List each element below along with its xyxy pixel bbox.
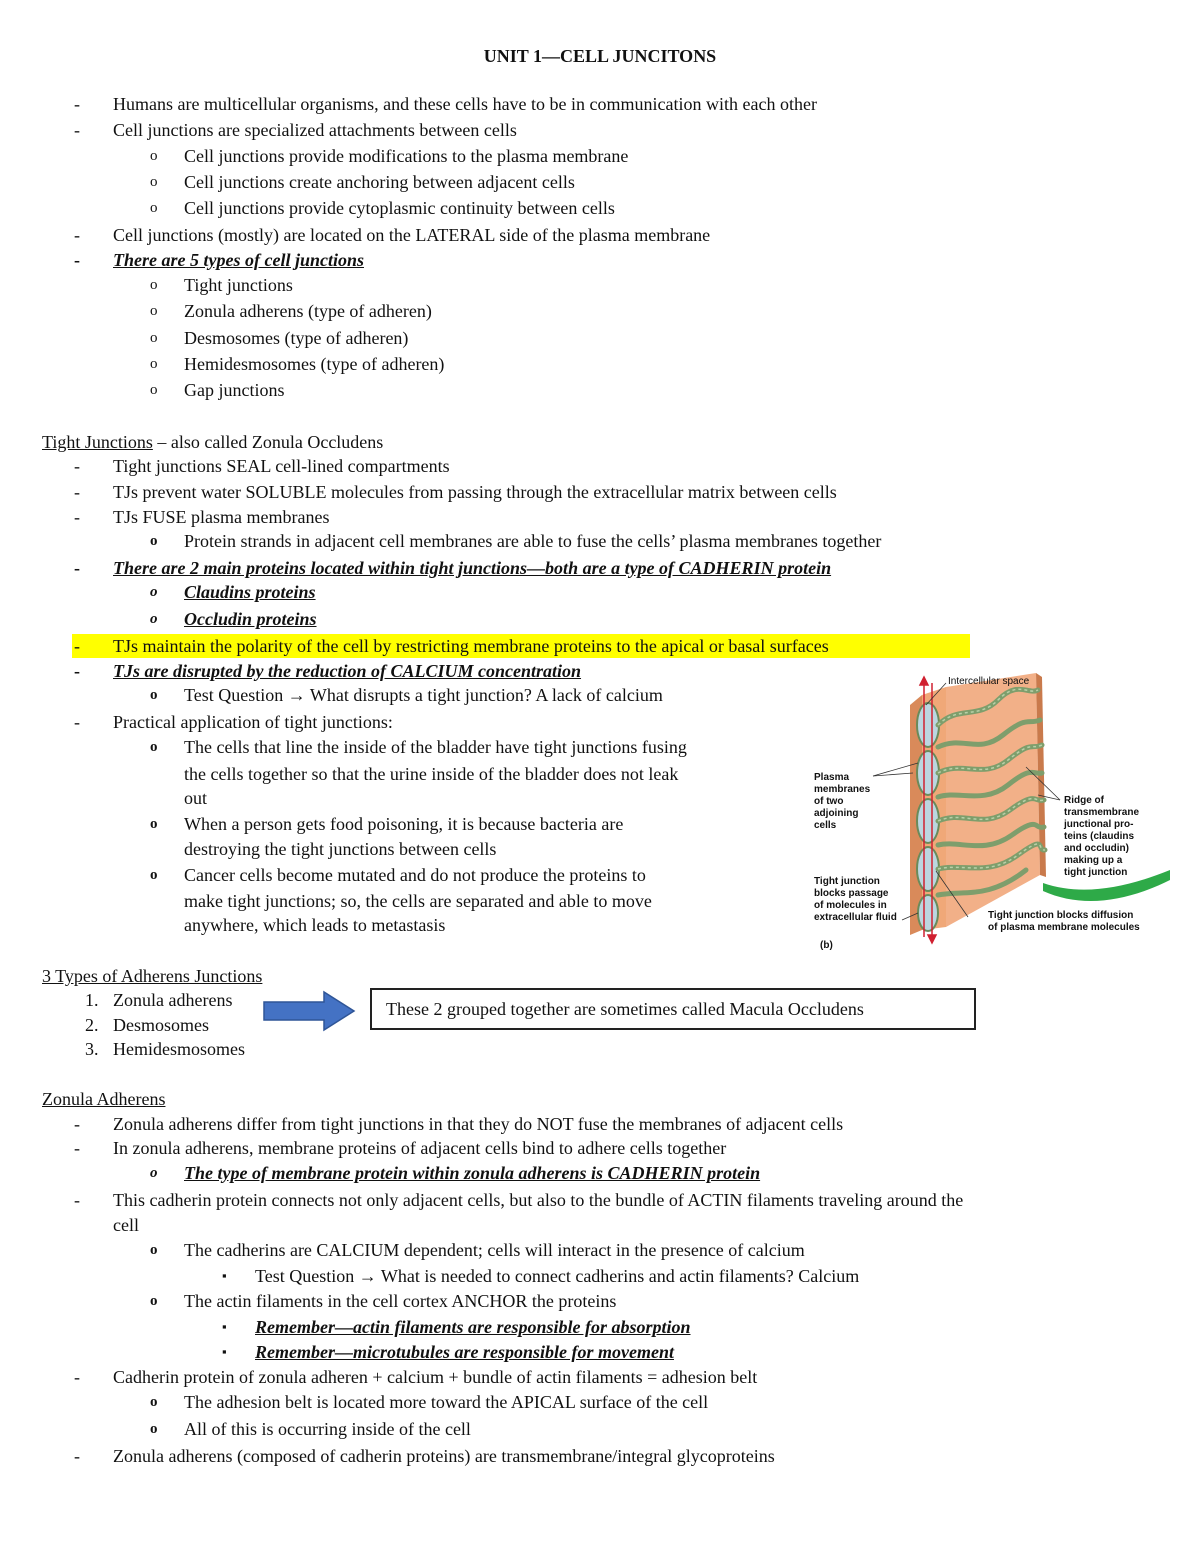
tight-heading: Tight Junctions [42,432,153,452]
page-title: UNIT 1—CELL JUNCITONS [483,46,717,66]
circle-marker: o [150,739,158,755]
svg-text:Tight junction blocks diffusio: Tight junction blocks diffusion [988,910,1134,921]
app-cancer-3: anywhere, which leads to metastasis [184,915,446,935]
dash-marker: - [74,120,80,140]
svg-text:and occludin): and occludin) [1064,843,1129,854]
svg-text:adjoining: adjoining [814,808,859,819]
dash-marker: - [74,661,80,681]
zonula-anchor: The actin filaments in the cell cortex ANCHOR the proteins [184,1291,617,1311]
list-number-2: 2. [85,1015,99,1035]
circle-marker: o [150,1293,158,1309]
dash-marker: - [74,250,80,270]
zonula-apical: The adhesion belt is located more toward the APICAL surface of the cell [184,1392,709,1412]
circle-marker: o [150,1394,158,1410]
dash-marker: - [74,1446,80,1466]
svg-text:of two: of two [814,796,844,807]
square-marker: ▪ [222,1268,227,1283]
circle-marker: o [150,687,158,703]
tight-bullet-2: TJs prevent water SOLUBLE molecules from passing through the extracellular matrix between cells [113,482,837,502]
intro-bullet-1: Humans are multicellular organisms, and these cells have to be in communication with each other [113,94,817,114]
square-marker: ▪ [222,1344,227,1359]
dash-marker: - [74,507,80,527]
circle-marker: o [150,174,158,190]
label-tj-blocks-diffusion [988,910,1140,933]
tight-bullet-6: TJs are disrupted by the reduction of CALCIUM concentration [113,661,582,681]
zonula-cadherin-note: The type of membrane protein within zonula adherens is CADHERIN protein [184,1163,761,1183]
svg-text:membranes: membranes [814,784,871,795]
test-question-text: What is needed to connect cadherins and actin filaments? Calcium [376,1266,860,1286]
intro-bullet-3: Cell junctions (mostly) are located on the LATERAL side of the plasma membrane [113,225,711,245]
svg-text:of molecules in: of molecules in [814,900,887,911]
svg-text:tight junction: tight junction [1064,867,1128,878]
dash-marker: - [74,1367,80,1387]
junction-type-2: Zonula adherens (type of adheren) [184,301,432,321]
list-number-1: 1. [85,990,99,1010]
zonula-bullet-5: Zonula adherens (composed of cadherin proteins) are transmembrane/integral glycoproteins [113,1446,775,1466]
zonula-inside-cell: All of this is occurring inside of the cell [184,1419,471,1439]
svg-text:making up a: making up a [1064,855,1123,866]
zonula-bullet-2: In zonula adherens, membrane proteins of adjacent cells bind to adhere cells together [113,1138,727,1158]
remember-actin: Remember—actin filaments are responsible for absorption [255,1317,691,1337]
junction-type-1: Tight junctions [184,275,293,295]
svg-text:Tight junction: Tight junction [814,876,880,887]
label-ridge [1063,795,1139,878]
dash-marker: - [74,456,80,476]
zonula-bullet-1: Zonula adherens differ from tight junctions in that they do NOT fuse the membranes of adjacent cells [113,1114,844,1134]
arrow-icon: → [358,1266,377,1286]
dash-marker: - [74,558,80,578]
svg-text:of plasma membrane molecules: of plasma membrane molecules [988,922,1140,933]
circle-marker: o [150,200,158,216]
circle-marker: o [150,330,158,346]
circle-marker: o [150,584,158,600]
tight-bullet-1: Tight junctions SEAL cell-lined compartments [113,456,450,476]
tight-sub-fuse: Protein strands in adjacent cell membranes are able to fuse the cells’ plasma membranes together [184,531,882,551]
macula-occludens-note: These 2 grouped together are sometimes called Macula Occludens [370,988,976,1030]
dash-marker: - [74,1190,80,1210]
app-food-1: When a person gets food poisoning, it is because bacteria are [184,814,624,834]
junction-type-4: Hemidesmosomes (type of adheren) [184,354,445,374]
dash-marker: - [74,94,80,114]
list-number-3: 3. [85,1039,99,1059]
circle-marker: o [150,356,158,372]
circle-marker: o [150,1421,158,1437]
adherens-type-3: Hemidesmosomes [113,1039,245,1059]
circle-marker: o [150,533,158,549]
app-cancer-1: Cancer cells become mutated and do not produce the proteins to [184,865,646,885]
test-question-text: What disrupts a tight junction? A lack of calcium [305,685,663,705]
dash-marker: - [74,636,80,656]
dash-marker: - [74,225,80,245]
intro-bullet-2: Cell junctions are specialized attachments between cells [113,120,517,140]
square-marker: ▪ [222,1319,227,1334]
tight-heading-line [42,430,383,454]
app-food-2: destroying the tight junctions between cells [184,839,497,859]
svg-text:extracellular fluid: extracellular fluid [814,912,897,923]
adherens-type-1: Zonula adherens [113,990,233,1010]
protein-occludin: Occludin proteins [184,609,317,629]
intro-bullet-4: There are 5 types of cell junctions [113,250,364,270]
circle-marker: o [150,816,158,832]
circle-marker: o [150,303,158,319]
adherens-type-2: Desmosomes [113,1015,209,1035]
svg-text:Ridge of: Ridge of [1064,795,1104,806]
protein-claudins: Claudins proteins [184,582,316,602]
block-arrow-icon [262,990,358,1032]
circle-marker: o [150,867,158,883]
app-bladder-3: out [184,788,208,808]
intro-sub-3: Cell junctions provide cytoplasmic continuity between cells [184,198,615,218]
junction-type-5: Gap junctions [184,380,285,400]
zonula-test-question [255,1264,859,1288]
tight-junction-figure [798,665,1173,965]
app-cancer-2: make tight junctions; so, the cells are separated and able to move [184,891,652,911]
dash-marker: - [74,482,80,502]
label-panel-b: (b) [820,940,833,951]
zonula-heading: Zonula Adherens [42,1089,166,1109]
adherens-types-heading: 3 Types of Adherens Junctions [42,966,263,986]
circle-marker: o [150,277,158,293]
label-tj-blocks-passage [814,876,897,923]
junction-type-3: Desmosomes (type of adheren) [184,328,409,348]
circle-marker: o [150,382,158,398]
zonula-bullet-3a: This cadherin protein connects not only adjacent cells, but also to the bundle of ACTIN filaments traveling around the [113,1190,964,1210]
dash-marker: - [74,1114,80,1134]
remember-microtubules: Remember—microtubules are responsible for movement [255,1342,674,1362]
circle-marker: o [150,148,158,164]
tight-bullet-5-highlighted: TJs maintain the polarity of the cell by restricting membrane proteins to the apical or basal surfaces [113,636,829,656]
dash-marker: - [74,712,80,732]
intro-sub-2: Cell junctions create anchoring between adjacent cells [184,172,575,192]
svg-text:teins (claudins: teins (claudins [1064,831,1135,842]
arrow-icon: → [287,685,306,705]
tight-bullet-3: TJs FUSE plasma membranes [113,507,330,527]
app-bladder-2: the cells together so that the urine inside of the bladder does not leak [184,764,679,784]
label-intercellular-space: Intercellular space [948,676,1030,687]
circle-marker: o [150,1165,158,1181]
label-plasma-membranes [814,772,871,831]
zonula-bullet-3b: cell [113,1215,139,1235]
tight-heading-rest: – also called Zonula Occludens [152,432,384,452]
test-question-label: Test Question [255,1266,359,1286]
svg-text:junctional pro-: junctional pro- [1064,819,1134,830]
svg-text:Plasma: Plasma [814,772,850,783]
circle-marker: o [150,611,158,627]
zonula-bullet-4: Cadherin protein of zonula adheren + calcium + bundle of actin filaments = adhesion belt [113,1367,758,1387]
test-question-label: Test Question [184,685,288,705]
tight-bullet-7: Practical application of tight junctions: [113,712,393,732]
dash-marker: - [74,1138,80,1158]
tight-bullet-4: There are 2 main proteins located within tight junctions—both are a type of CADHERIN protein [113,558,832,578]
svg-text:blocks passage: blocks passage [814,888,889,899]
circle-marker: o [150,1242,158,1258]
zonula-calcium: The cadherins are CALCIUM dependent; cells will interact in the presence of calcium [184,1240,805,1260]
tight-test-question [184,683,663,707]
svg-text:transmembrane: transmembrane [1064,807,1140,818]
svg-text:cells: cells [814,820,837,831]
intro-sub-1: Cell junctions provide modifications to the plasma membrane [184,146,629,166]
app-bladder-1: The cells that line the inside of the bladder have tight junctions fusing [184,737,687,757]
